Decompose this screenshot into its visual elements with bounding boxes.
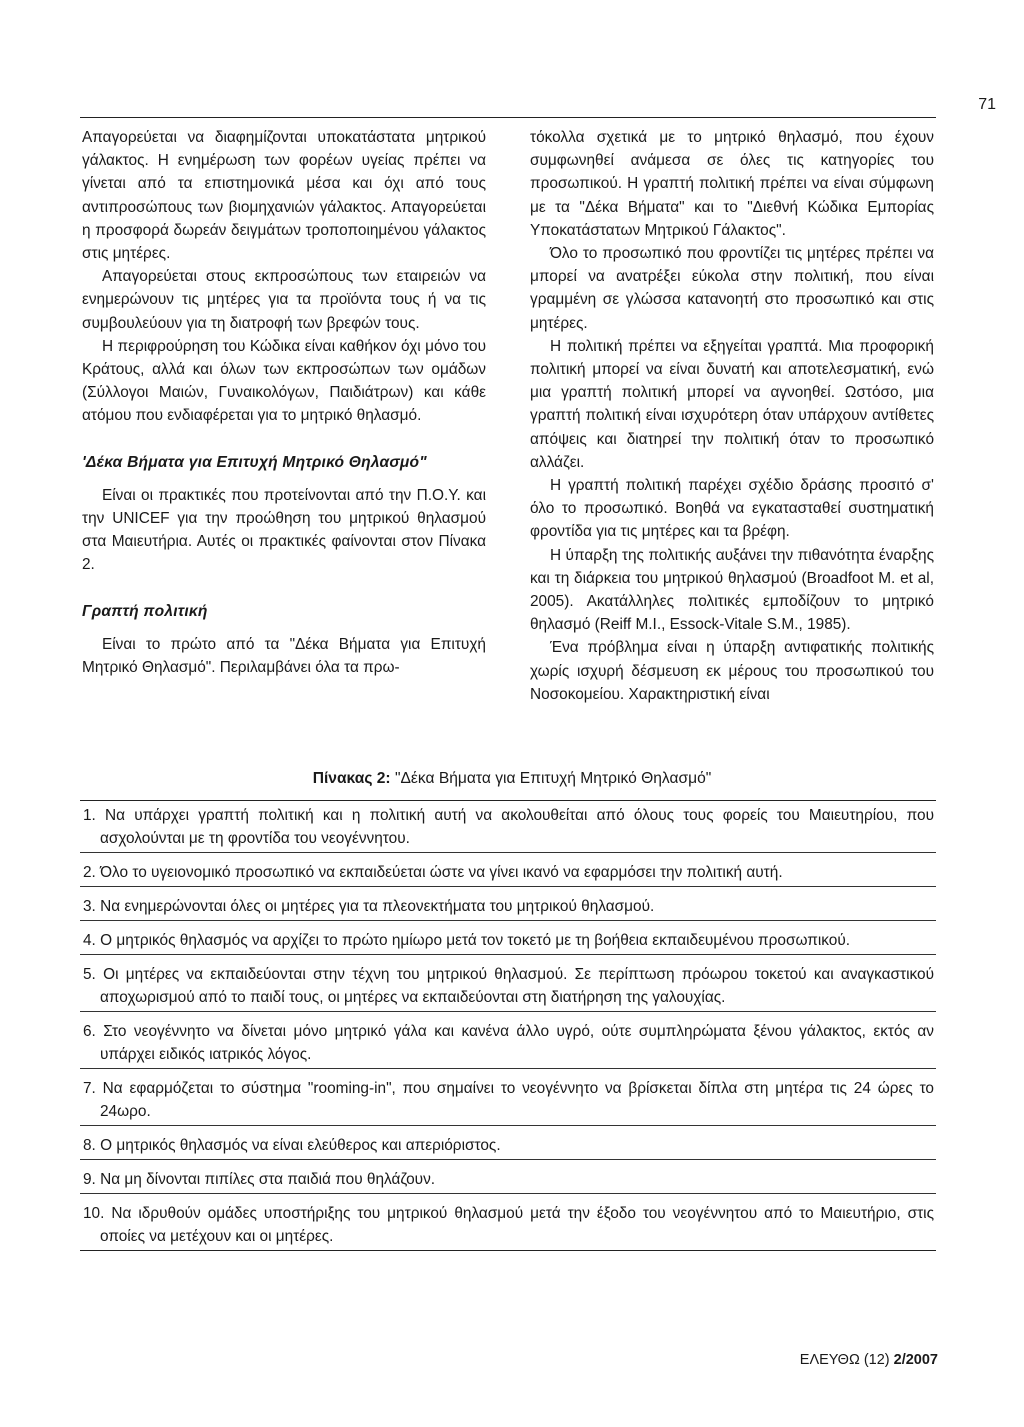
table-cell: 1. Να υπάρχει γραπτή πολιτική και η πολιτική αυτή να ακολουθείται από όλους τους φορείς του Μαιευτηρίου, που ασχολούνται με τη φροντίδα του νεογέννητου. <box>83 807 934 847</box>
table-title: "Δέκα Βήματα για Επιτυχή Μητρικό Θηλασμό" <box>394 770 712 787</box>
table-row <box>80 1202 936 1251</box>
table-cell: 7. Να εφαρμόζεται το σύστημα "rooming-in", που σημαίνει το νεογέννητο να βρίσκεται δίπλα στη μητέρα τις 24 ώρες το 24ωρο. <box>83 1080 934 1120</box>
table-cell: 3. Να ενημερώνονται όλες οι μητέρες για τα πλεονεκτήματα του μητρικού θηλασμού. <box>83 898 655 915</box>
paragraph: Η πολιτική πρέπει να εξηγείται γραπτά. Μια προφορική πολιτική μπορεί να είναι δυνατή και αποτελεσματική, ενώ μια γραπτή πολιτική μπορεί να αγνοηθεί. Ωστόσο, μια γραπτή πολιτική είναι ισχυρότερη όταν υπάρχουν αντίθετες απόψεις και διατηρεί την πολιτική όταν το προσωπικό αλλάζει. <box>530 337 934 471</box>
paragraph: Απαγορεύεται στους εκπροσώπους των εταιρειών να ενημερώνουν τις μητέρες για τα προϊόντα τους ή να τις συμβουλεύουν για τη διατροφή των βρεφών τους. <box>82 268 486 332</box>
table-row <box>80 963 936 1012</box>
paragraph: Η περιφρούρηση του Κώδικα είναι καθήκον όχι μόνο του Κράτους, αλλά και όλων των εκπροσώπων των ομάδων (Σύλλογοι Μαιών, Γυναικολόγων, Παιδιάτρων) και κάθε ατόμου που ενδιαφέρεται για το μητρικό θηλασμό. <box>82 337 486 425</box>
paragraph: Είναι οι πρακτικές που προτείνονται από την Π.Ο.Υ. και την UNICEF για την προώθηση του μητρικού θηλασμού στα Μαιευτήρια. Αυτές οι πρακτικές φαίνονται στον Πίνακα 2. <box>82 486 486 574</box>
table-row <box>80 804 936 853</box>
table-top-rule <box>80 800 936 801</box>
paragraph: Είναι το πρώτο από τα "Δέκα Βήματα για Επιτυχή Μητρικό Θηλασμό". Περιλαμβάνει όλα τα πρω- <box>82 635 486 677</box>
table-row <box>80 1020 936 1069</box>
section-heading: 'Δέκα Βήματα για Επιτυχή Μητρικό Θηλασμό" <box>82 453 427 471</box>
paragraph: Ένα πρόβλημα είναι η ύπαρξη αντιφατικής πολιτικής χωρίς ισχυρή δέσμευση εκ μέρους του προσωπικού του Νοσοκομείου. Χαρακτηριστική είναι <box>530 639 934 703</box>
table-row <box>80 1134 936 1160</box>
table-cell: 10. Να ιδρυθούν ομάδες υποστήριξης του μητρικού θηλασμού μετά την έξοδο του νεογέννητου από το Μαιευτήριο, στις οποίες να μετέχουν και οι μητέρες. <box>83 1205 934 1245</box>
table-row <box>80 929 936 955</box>
paragraph: Η ύπαρξη της πολιτικής αυξάνει την πιθανότητα έναρξης και τη διάρκεια του μητρικού θηλασμού (Broadfoot M. et al, 2005). Ακατάλληλες πολιτικές εμποδίζουν το μητρικό θηλασμό (Reiff M.I., Essock-Vitale S.M., 1985). <box>530 546 934 634</box>
table-row <box>80 895 936 921</box>
paragraph: Απαγορεύεται να διαφημίζονται υποκατάστατα μητρικού γάλακτος. Η ενημέρωση των φορέων υγείας πρέπει να γίνεται από τα επιστημονικά μέσα και όχι από τους αντιπροσώπους των βιομηχανιών γάλακτος. Απαγορεύεται η προσφορά δωρεάν δειγμάτων τροποποιημένου γάλακτος στις μητέρες. <box>82 129 486 263</box>
table-row <box>80 1168 936 1194</box>
paragraph: τόκολλα σχετικά με το μητρικό θηλασμό, που έχουν συμφωνηθεί ανάμεσα σε όλες τις κατηγορίες του προσωπικού. Η γραπτή πολιτική πρέπει να είναι σύμφωνη με τα "Δέκα Βήματα" και το "Διεθνή Κώδικα Εμπορίας Υποκατάστατων Μητρικού Γάλακτος". <box>530 129 934 239</box>
journal-name: ΕΛΕΥΘΩ (12) <box>799 1352 890 1368</box>
table-cell: 9. Να μη δίνονται πιπίλες στα παιδιά που θηλάζουν. <box>83 1171 436 1188</box>
right-column <box>530 126 934 706</box>
table-cell: 5. Οι μητέρες να εκπαιδεύονται στην τέχνη του μητρικού θηλασμού. Σε περίπτωση πρόωρου τοκετού και αναγκαστικού αποχωρισμού από το παιδί τους, οι μητέρες να εκπαιδεύονται στη διατήρηση της γαλουχίας. <box>83 966 934 1006</box>
table-caption <box>80 770 944 788</box>
left-column <box>82 126 486 679</box>
journal-issue: 2/2007 <box>893 1352 938 1368</box>
table-row <box>80 1077 936 1126</box>
paragraph: Η γραπτή πολιτική παρέχει σχέδιο δράσης προσιτό σ' όλο το προσωπικό. Βοηθά να εγκατασταθεί συστηματική φροντίδα για τις μητέρες και τα βρέφη. <box>530 477 934 541</box>
table-cell: 8. Ο μητρικός θηλασμός να είναι ελεύθερος και απεριόριστος. <box>83 1137 501 1154</box>
table-row <box>80 861 936 887</box>
page-number: 71 <box>978 96 996 113</box>
table-label: Πίνακας 2: <box>312 770 391 787</box>
table-cell: 4. Ο μητρικός θηλασμός να αρχίζει το πρώτο ημίωρο μετά τον τοκετό με τη βοήθεια εκπαιδευμένου προσωπικού. <box>83 932 851 949</box>
section-heading: Γραπτή πολιτική <box>82 602 208 620</box>
steps-table <box>80 804 936 1259</box>
table-cell: 2. Όλο το υγειονομικό προσωπικό να εκπαιδεύεται ώστε να γίνει ικανό να εφαρμόσει την πολιτική αυτή. <box>83 864 783 881</box>
top-rule <box>80 117 936 118</box>
table-cell: 6. Στο νεογέννητο να δίνεται μόνο μητρικό γάλα και κανένα άλλο υγρό, ούτε συμπληρώματα ξένου γάλακτος, εκτός αν υπάρχει ειδικός ιατρικός λόγος. <box>83 1023 934 1063</box>
paragraph: Όλο το προσωπικό που φροντίζει τις μητέρες πρέπει να μπορεί να ανατρέξει εύκολα στην πολιτική, που είναι γραμμένη σε γλώσσα κατανοητή στο προσωπικό και στις μητέρες. <box>530 245 934 332</box>
journal-footer <box>788 1352 938 1368</box>
